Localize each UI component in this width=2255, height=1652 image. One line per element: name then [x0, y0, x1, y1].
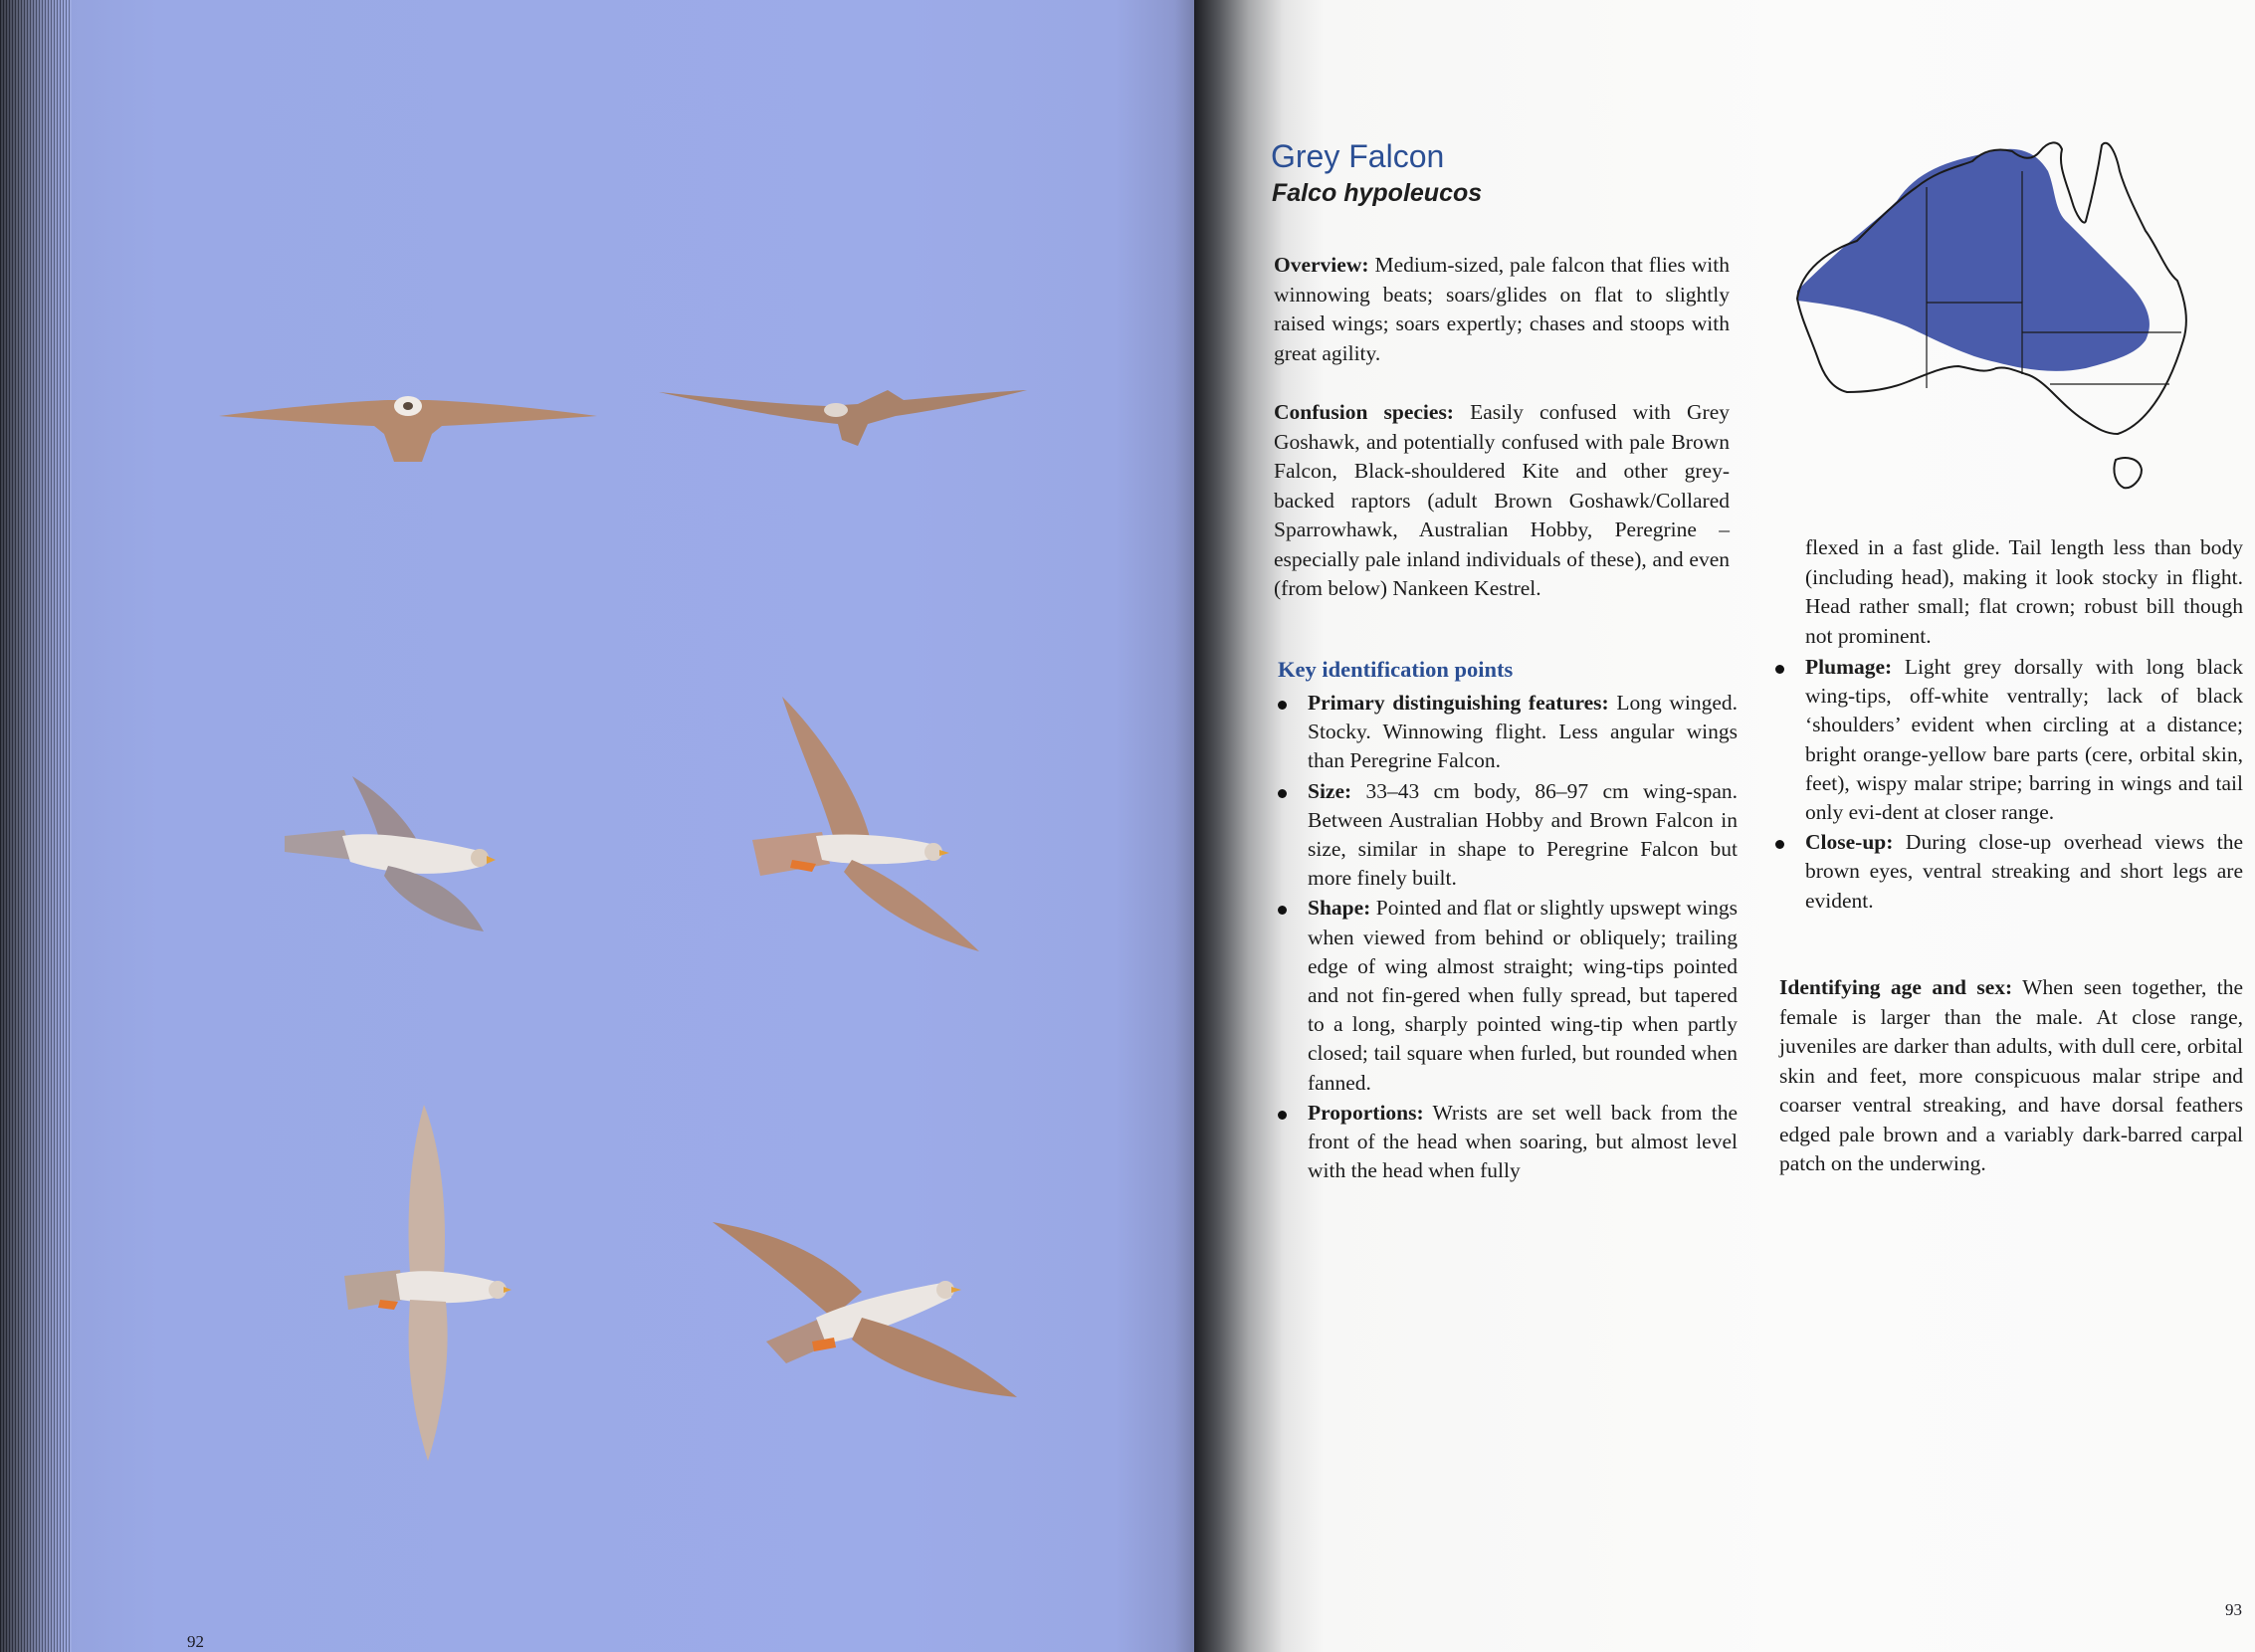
key-point-text: Wrists are set well back from the front of the head when soaring, but almost level with the head when fully: [1308, 1100, 1738, 1183]
map-tasmania: [2114, 458, 2142, 488]
falcon-photo-banking-6: [713, 1222, 1021, 1401]
species-latin-name: Falco hypoleucos: [1272, 179, 1483, 207]
bullet-icon: [1278, 906, 1287, 915]
overview-label: Overview:: [1274, 253, 1369, 277]
confusion-paragraph: [1274, 398, 1730, 604]
key-point-label: Plumage:: [1805, 655, 1893, 679]
key-point-size: [1274, 777, 1738, 894]
bullet-icon: [1278, 789, 1287, 798]
key-point-text: Long winged. Stocky. Winnowing flight. Less angular wings than Peregrine Falcon.: [1308, 691, 1738, 773]
key-point-text: Pointed and flat or slightly upswept wings when viewed from behind or obliquely; trailing edge of wing almost straight; wing-tips pointed and not fin-gered when fully spread, but tapered to a long, sharply pointed wing-tip when partly closed; tail square when furled, but rounded when fanned.: [1308, 896, 1738, 1095]
page-edges: [0, 0, 72, 1652]
key-point-primary: [1274, 689, 1738, 776]
key-point-text: 33–43 cm body, 86–97 cm wing-span. Between Australian Hobby and Brown Falcon in size, similar in shape to Peregrine Falcon but more finely built.: [1308, 778, 1738, 891]
bullet-icon: [1278, 701, 1287, 710]
bullet-icon: [1278, 1111, 1287, 1120]
key-point-label: Shape:: [1308, 896, 1371, 921]
right-page-text: [1194, 0, 2255, 1652]
key-point-label: Proportions:: [1308, 1100, 1424, 1125]
key-point-shape: [1274, 894, 1738, 1097]
proportions-continued: flexed in a fast glide. Tail length less than body (including head), making it look stocky in flight. Head rather small; flat crown; robust bill though not prominent.: [1805, 535, 2243, 648]
key-point-text: Light grey dorsally with long black wing-tips, off-white ventrally; lack of black ‘shoulders’ evident when circling at a distance; bright orange-yellow bare parts (cere, orbital skin, feet), wispy malar stripe; barring in wings and tail only evi-dent at closer range.: [1805, 655, 2243, 825]
key-point-plumage: [1771, 653, 2243, 827]
overview-paragraph: [1274, 251, 1730, 368]
age-sex-text: When seen together, the female is larger than the male. At close range, juveniles are darker than adults, with dull cere, orbital skin and feet, more conspicuous malar stripe and coarser ventral streaking, and have dorsal feathers edged pale brown and a variably dark-barred carpal patch on the underwing.: [1779, 975, 2243, 1175]
age-sex-paragraph: [1779, 973, 2243, 1179]
key-point-text: During close-up overhead views the brown eyes, ventral streaking and short legs are evident.: [1805, 830, 2243, 913]
key-point-label: Close-up:: [1805, 830, 1894, 855]
range-map-australia: [1787, 131, 2205, 510]
page-number-left: 92: [187, 1632, 204, 1651]
confusion-text: Easily confused with Grey Goshawk, and potentially confused with pale Brown Falcon, Black-shouldered Kite and other grey-backed raptors (adult Brown Goshawk/Collared Sparrowhawk, Australian Hobby, Peregrine – especially pale inland individuals of these), and even (from below) Nankeen Kestrel.: [1274, 400, 1730, 600]
confusion-label: Confusion species:: [1274, 400, 1454, 424]
key-point-label: Size:: [1308, 778, 1352, 803]
key-points-heading: Key identification points: [1278, 657, 1514, 682]
falcon-photo-glide-2: [659, 384, 1027, 448]
key-points-list-right: [1771, 653, 2243, 917]
falcon-photo-vertical-5: [344, 1105, 513, 1463]
bullet-icon: [1775, 665, 1784, 674]
overview-text: Medium-sized, pale falcon that flies with winnowing beats; soars/glides on flat to slightly raised wings; soars expertly; chases and stoops with great agility.: [1274, 253, 1730, 365]
species-title: Grey Falcon: [1271, 138, 1445, 174]
falcon-photo-headon-1: [219, 390, 597, 470]
map-distribution-range: [1797, 149, 2150, 371]
key-point-proportions: [1274, 1099, 1738, 1186]
falcon-photo-banking-3: [285, 766, 504, 935]
key-point-closeup: [1771, 828, 2243, 916]
falcon-photo-soaring-4: [752, 697, 991, 955]
bullet-icon: [1775, 840, 1784, 849]
page-number-right: 93: [2225, 1600, 2242, 1619]
key-points-list-left: [1274, 689, 1738, 1186]
key-point-label: Primary distinguishing features:: [1308, 691, 1609, 715]
age-sex-label: Identifying age and sex:: [1779, 975, 2013, 999]
